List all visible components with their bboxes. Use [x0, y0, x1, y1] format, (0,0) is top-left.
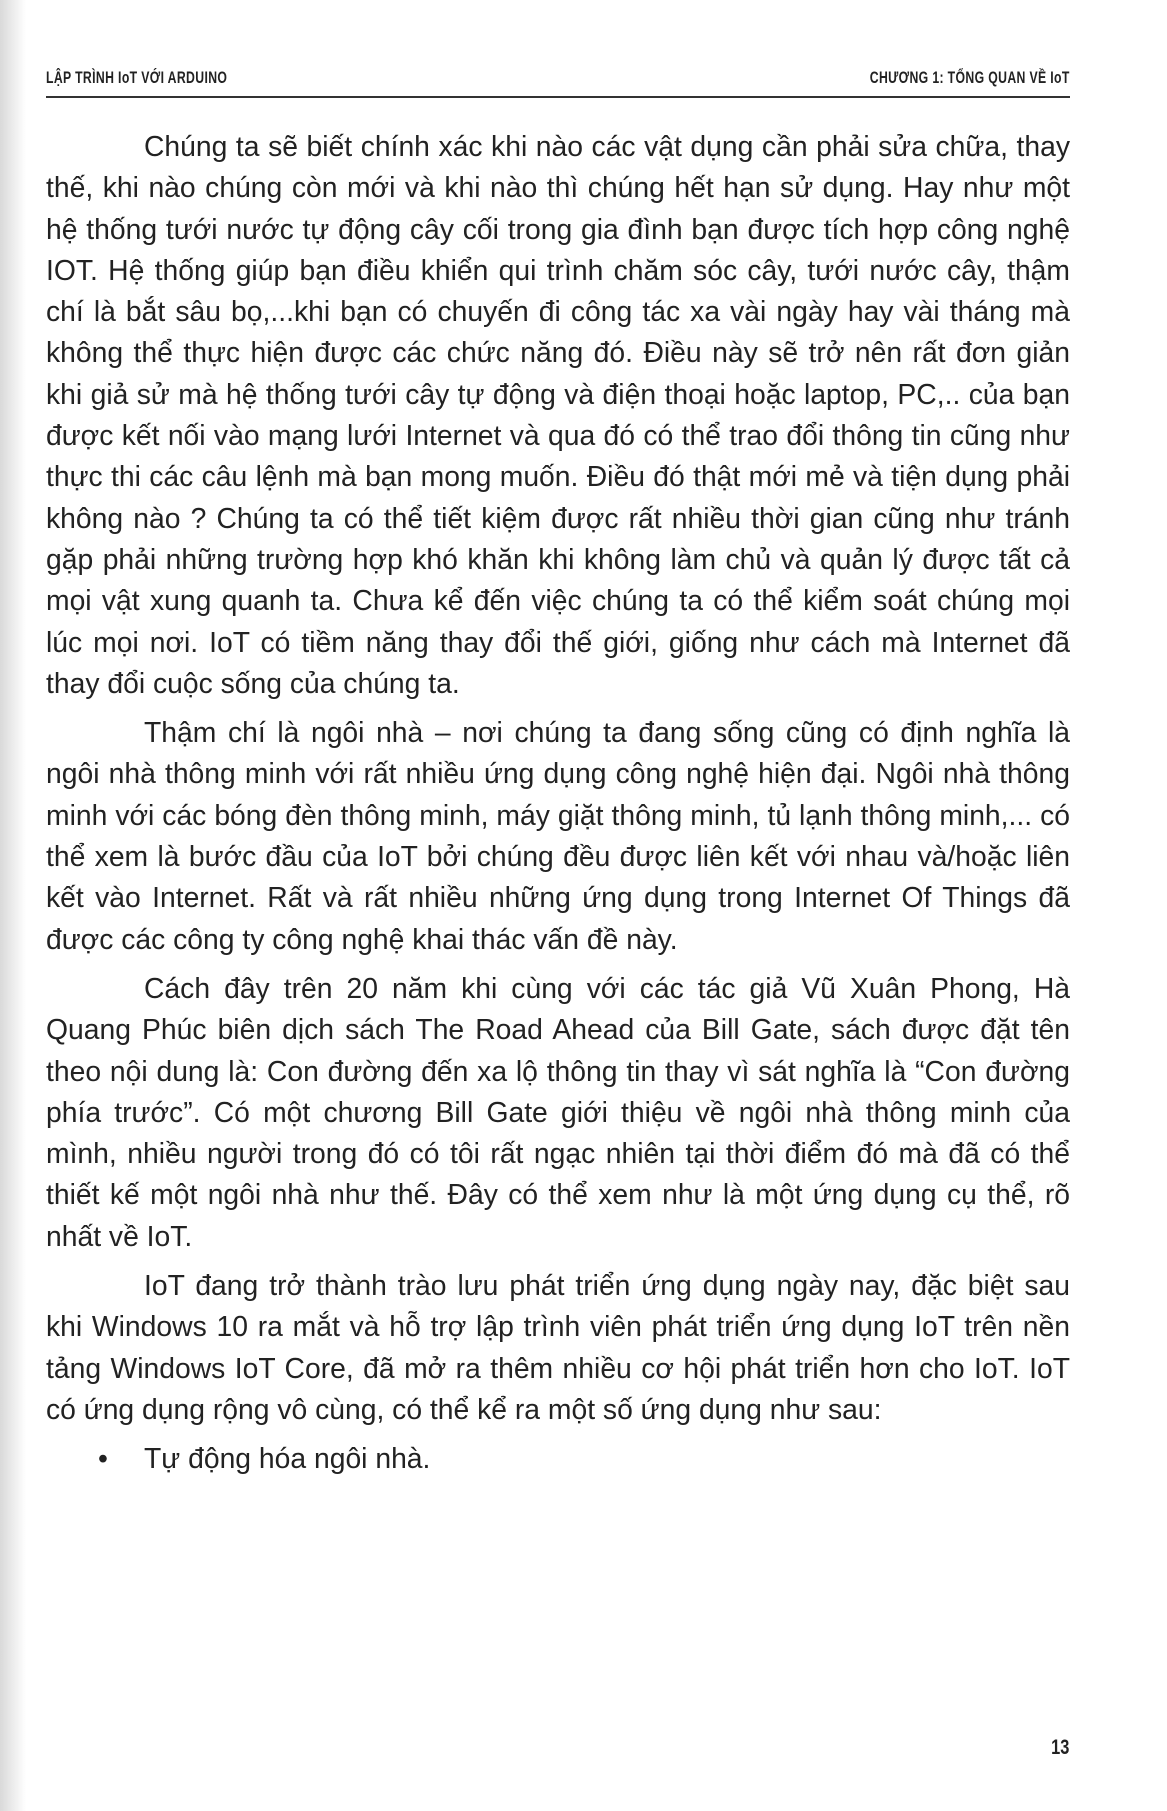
paragraph-windows-iot: IoT đang trở thành trào lưu phát triển ứng dụng ngày nay, đặc biệt sau khi Windows 10 ra mắt và hỗ trợ lập trình viên phát triển ứng dụng IoT trên nền tảng Windows IoT Core, đã mở ra thêm nhiều cơ hội phát triển hơn cho IoT. IoT có ứng dụng rộng vô cùng, có thể kể ra một số ứng dụng như sau:: [46, 1269, 1070, 1425]
paragraph-smart-devices: Chúng ta sẽ biết chính xác khi nào các vật dụng cần phải sửa chữa, thay thế, khi nào chúng còn mới và khi nào thì chúng hết hạn sử dụng. Hay như một hệ thống tưới nước tự động cây cối trong gia đình bạn được tích hợp công nghệ IOT. Hệ thống giúp bạn điều khiển qui trình chăm sóc cây, tưới nước cây, thậm chí là bắt sâu bọ,...khi bạn có chuyến đi công tác xa vài ngày hay vài tháng mà không thể thực hiện được các chức năng đó. Điều này sẽ trở nên rất đơn giản khi giả sử mà hệ thống tưới cây tự động và điện thoại hoặc laptop, PC,.. của bạn được kết nối vào mạng lưới Internet và qua đó có thể trao đổi thông tin cũng như thực thi các câu lệnh mà bạn mong muốn. Điều đó thật mới mẻ và tiện dụng phải không nào ? Chúng ta có thể tiết kiệm được rất nhiều thời gian cũng như tránh gặp phải những trường hợp khó khăn khi không làm chủ và quản lý được tất cả mọi vật xung quanh ta. Chưa kể đến việc chúng ta có thể kiểm soát chúng mọi lúc mọi nơi. IoT có tiềm năng thay đổi thế giới, giống như cách mà Internet đã thay đổi cuộc sống của chúng ta.: [46, 130, 1070, 699]
list-item-text: Tự động hóa ngôi nhà.: [144, 1442, 431, 1475]
book-title: LẬP TRÌNH IoT VỚI ARDUINO: [46, 68, 228, 87]
paragraph-road-ahead: Cách đây trên 20 năm khi cùng với các tác giả Vũ Xuân Phong, Hà Quang Phúc biên dịch sách The Road Ahead của Bill Gate, sách được đặt tên theo nội dung là: Con đường đến xa lộ thông tin thay vì sát nghĩa là “Con đường phía trước”. Có một chương Bill Gate giới thiệu về ngôi nhà thông minh của mình, nhiều người trong đó có tôi rất ngạc nhiên tại thời điểm đó mà đã có thể thiết kế một ngôi nhà như thế. Đây có thể xem như là một ứng dụng cụ thể, rõ nhất về IoT.: [46, 971, 1070, 1252]
running-header: [46, 60, 1070, 98]
bullet-icon: •: [98, 1442, 108, 1475]
page-spine-shadow: [0, 0, 26, 1811]
page-body: [46, 126, 1070, 1480]
page-number: 13: [1050, 1736, 1069, 1759]
chapter-title: CHƯƠNG 1: TỔNG QUAN VỀ IoT: [870, 68, 1070, 87]
list-item: [46, 1438, 1070, 1479]
application-list: [46, 1438, 1070, 1479]
paragraph-smart-home: Thậm chí là ngôi nhà – nơi chúng ta đang sống cũng có định nghĩa là ngôi nhà thông minh với rất nhiều ứng dụng công nghệ hiện đại. Ngôi nhà thông minh với các bóng đèn thông minh, máy giặt thông minh, tủ lạnh thông minh,... có thể xem là bước đầu của IoT bởi chúng đều được liên kết với nhau và/hoặc liên kết vào Internet. Rất và rất nhiều những ứng dụng trong Internet Of Things đã được các công ty công nghệ khai thác vấn đề này.: [46, 716, 1070, 955]
